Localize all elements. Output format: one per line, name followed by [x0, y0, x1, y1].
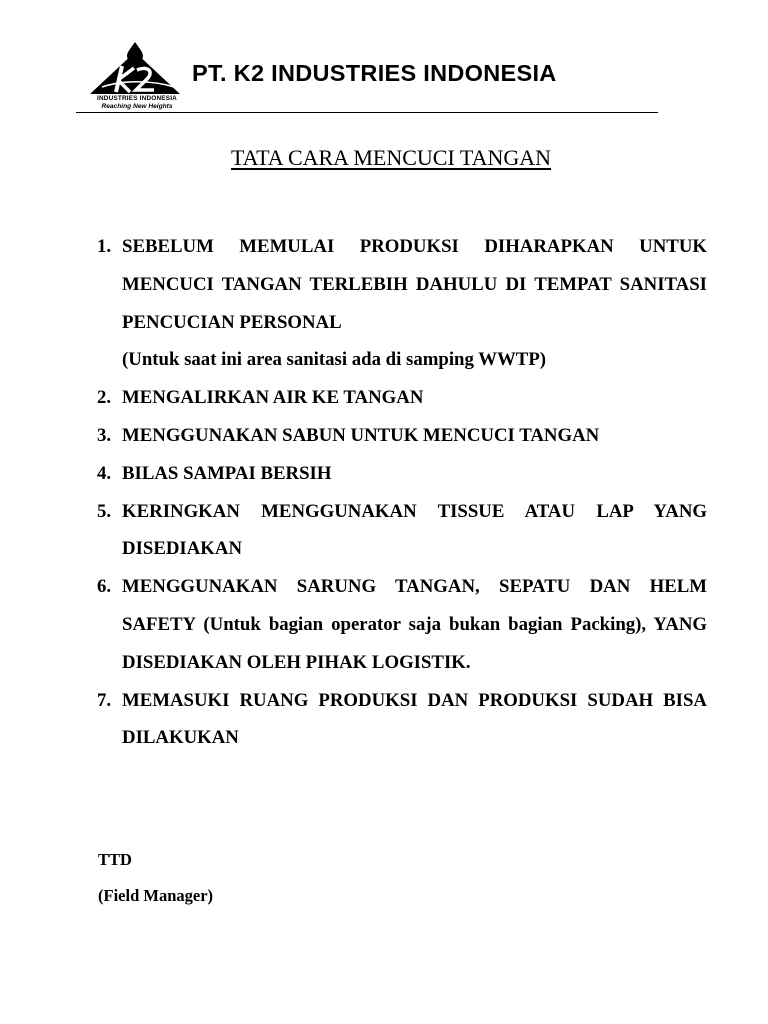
step-text: MENGGUNAKAN SABUN UNTUK MENCUCI TANGAN	[122, 424, 600, 446]
step-number: 6.	[97, 576, 112, 598]
step-number: 1.	[97, 236, 112, 257]
step-number: 5.	[97, 500, 112, 522]
logo-caption: INDUSTRIES INDONESIA	[97, 95, 177, 102]
step-item	[97, 228, 707, 379]
company-name: PT. K2 INDUSTRIES INDONESIA	[192, 60, 557, 86]
k2-logo-icon	[82, 40, 192, 96]
company-logo	[82, 40, 192, 112]
step-item	[97, 417, 707, 455]
step-text: MENGALIRKAN AIR KE TANGAN	[122, 387, 424, 409]
signature-role: (Field Manager)	[98, 886, 214, 905]
letterhead	[76, 40, 658, 114]
step-item	[97, 493, 707, 569]
step-number: 4.	[97, 462, 112, 484]
step-item	[97, 379, 707, 417]
logo-tagline: Reaching New Heights	[101, 103, 173, 110]
step-text: SEBELUM MEMULAI PRODUKSI DIHARAPKAN UNTUK MENCUCI TANGAN TERLEBIH DAHULU DI TEMPAT SANITASI PENCUCIAN PERSONAL	[122, 236, 707, 333]
step-number: 2.	[97, 387, 112, 409]
step-item	[97, 455, 707, 493]
step-note: (Untuk saat ini area sanitasi ada di samping WWTP)	[122, 349, 547, 371]
header-divider	[76, 112, 658, 113]
steps-list	[97, 228, 707, 757]
step-text: MEMASUKI RUANG PRODUKSI DAN PRODUKSI SUDAH BISA DILAKUKAN	[122, 689, 707, 749]
step-item	[97, 568, 707, 681]
step-number: 3.	[97, 424, 112, 446]
step-text: KERINGKAN MENGGUNAKAN TISSUE ATAU LAP YANG DISEDIAKAN	[122, 500, 707, 560]
step-number: 7.	[97, 689, 112, 711]
step-text: BILAS SAMPAI BERSIH	[122, 462, 332, 484]
signature-label: TTD	[98, 850, 132, 869]
step-text: MENGGUNAKAN SARUNG TANGAN, SEPATU DAN HELM SAFETY (Untuk bagian operator saja bukan bagian Packing), YANG DISEDIAKAN OLEH PIHAK LOGISTIK.	[122, 576, 707, 673]
document-title: TATA CARA MENCUCI TANGAN	[230, 145, 552, 170]
step-item	[97, 682, 707, 758]
